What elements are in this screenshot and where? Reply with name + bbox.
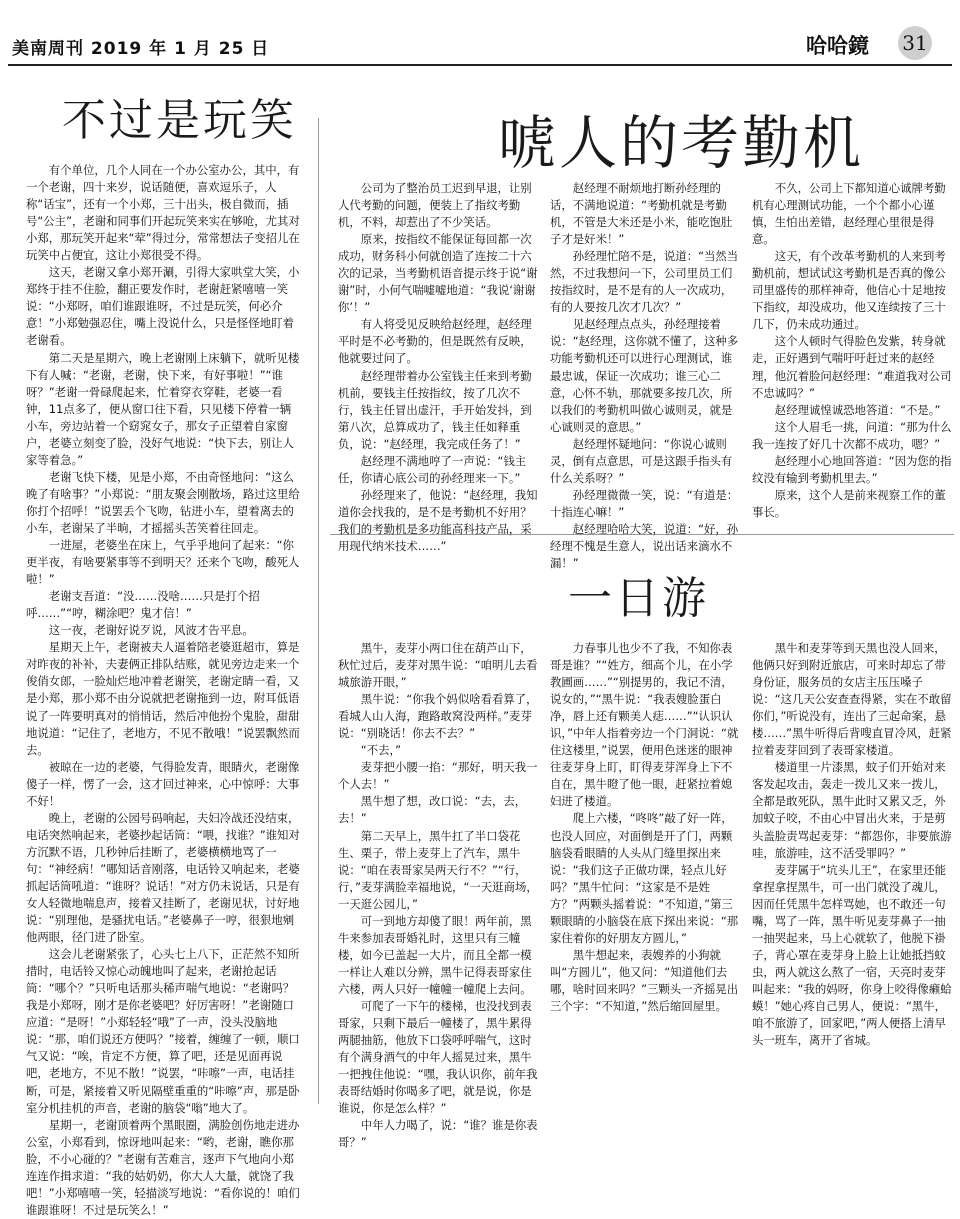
paragraph: 中年人力喝了，说：“谁？谁是你表哥？” bbox=[338, 1118, 538, 1150]
column-divider bbox=[318, 118, 319, 1104]
paragraph: 有人将受见反映给赵经理，赵经理平时是不必考勤的，但是既然有反映，他就要过问了。 bbox=[338, 317, 532, 366]
paragraph: 被晾在一边的老婆，气得脸发青，眼睛火，老谢像傻子一样，愣了一会，这才回过神来，心中惊呼：大事不好！ bbox=[26, 759, 300, 808]
article-title: 不过是玩笑 bbox=[62, 95, 297, 146]
paragraph: 赵经理不满地哼了一声说：“钱主任，你请心底公司的孙经理来一下。” bbox=[338, 453, 527, 485]
paragraph: 这会儿老谢紧张了，心头七上八下，正茫然不知所措时，电话铃又惊心动魄地叫了起来，老谢抢起话筒：“哪个？”只听电话那头稀声喘气地说：“老谢吗？我是小郑呀，刚才是你老婆吧？好厉害呀！”老谢随口应道：“是呀！”小郑轻轻“哦”了一声，没头没脑地说：“那，咱们说还方便吗？”接着，缠缠了一顿，顺口气又说：“唉，肯定不方便，算了吧，还是见面再说吧，老地方，不见不散！”说罢，“咔嚓”一声，电话挂断，可是，紧接着又听见隔壁重重的“咔嚓”声，那是卧室分机挂机的声音，老谢的脑袋“嗡”地大了。 bbox=[26, 947, 300, 1115]
paragraph: 星期一，老谢顶着两个黑眼圈，满脸创伤地走进办公室，小郑看到，惊讶地叫起来：“哟，老谢，瞧你那脸，不小心碰的？”老谢有苦难言，逐声下气地向小郑连连作揖求道：“我的姑奶奶，你大人大量，就饶了我吧！”小郑嘻嘻一笑，轻描淡写地说：“看你说的！咱们谁跟谁呀！不过是玩笑么！” bbox=[26, 1117, 300, 1217]
page-number-badge: 31 bbox=[898, 26, 932, 60]
paragraph: 不久，公司上下都知道心诚牌考勤机有心理测试功能，一个个都小心谨慎，生怕出差错，赵经理心里很是得意。 bbox=[752, 181, 946, 247]
paragraph: 赵经理带着办公室钱主任来到考勤机前，要钱主任按指纹，按了几次不行，钱主任冒出虚汗，手开始发抖，到第八次，总算成功了，钱主任如释重负，说：“赵经理，我完成任务了！” bbox=[338, 368, 532, 451]
header-rule bbox=[8, 64, 952, 66]
paragraph: 黑牛想了想，改口说：“去，去，去！” bbox=[338, 794, 527, 826]
paragraph: 黑牛说：“你我个妈似啥看看算了，看城人山人海，跑路敢窝没两样。”麦芽说：“别晓话！你去不去？” bbox=[338, 692, 538, 741]
paragraph: 黑牛想起来，表嫂养的小狗就叫“方圆儿”，他又问：“知道他们去哪，啥时回来吗？”三颗头一齐摇晃出三个字：“不知道，”然后缩回屋里。 bbox=[550, 947, 739, 1013]
paragraph: 这个人顿时气得脸色发紫，转身就走，正好遇到气喘吁吁赶过来的赵经理，他沉着脸问赵经理：“难道我对公司不忠诚吗？” bbox=[752, 334, 952, 400]
paragraph: 孙经理来了，他说：“赵经理，我知道你会找我的，是不是考勤机不好用？我们的考勤机是多功能高科技产品，采用现代纳米技术……” bbox=[338, 487, 538, 553]
article-body bbox=[338, 180, 538, 553]
paragraph: 黑牛和麦芽等到天黑也没人回来，他俩只好到附近旅店，可来时却忘了带身份证，服务员的女店主压压嗓子说：“这几天公安查查得紧，实在不敢留你们，”听说没有，连出了三起命案，悬楼……”黑牛听得后背嗖直冒冷风，赶紧拉着麦芽回到了表哥家楼道。 bbox=[752, 641, 952, 758]
paragraph: 这一夜，老谢好说歹说，风波才告平息。 bbox=[48, 623, 254, 638]
paragraph: 麦芽把小腰一掐：“那好，明天我一个人去！” bbox=[338, 760, 538, 792]
paragraph: 公司为了整治员工迟到早退，让别人代考勤的问题，便装上了指纹考勤机，不料，却惹出了不少笑话。 bbox=[338, 181, 532, 230]
paragraph: 楼道里一片漆黑，蚊子们开始对来客发起攻击，轰走一拨儿又来一拨儿，全都是敢死队，黑牛此时又累又乏，外加蚊子咬，不由心中冒出火来，于是剪头盖脸责骂起麦芽：“都怨你，非要旅游哇，旅游哇，这不活受罪吗？” bbox=[752, 760, 952, 860]
paragraph: 老谢支吾道：“没……没啥……只是打个招呼……”“哼，糊涂吧？鬼才信！” bbox=[26, 589, 260, 621]
paragraph: 有个单位，几个人同在一个办公室办公，其中，有一个老谢，四十来岁，说话随便，喜欢逗乐子，人称“话宝”，还有一个小郑，三十出头，极自微而，插号“公主”，老谢和同事们开起玩笑来实在够呛，尤其对小郑，那玩笑开起来“荤”得过分，常常想法子变招儿在玩笑中占便宜，这让小郑很受不得。 bbox=[26, 163, 300, 263]
paragraph: 赵经理不耐烦地打断孙经理的话，不满地说道：“考勤机就是考勤机，不管是大米还是小米，能吃饱肚子才是好米！” bbox=[550, 181, 733, 247]
paragraph: 赵经理诚惶诚恐地答道：“不是。” bbox=[774, 402, 941, 417]
paragraph: 这天，有个改革考勤机的人来到考勤机前，想试试这考勤机是否真的像公司里盛传的那样神奇，他信心十足地按下指纹，却没成功，他又连续按了三十几下，仍未成功通过。 bbox=[752, 249, 946, 332]
article-body bbox=[752, 640, 952, 1096]
paragraph: 这天，老谢又拿小郑开涮，引得大家哄堂大笑，小郑终于挂不住脸，翻正要发作时，老谢赶紧嘻嘻一笑说：“小郑呀，咱们谁跟谁呀，不过是玩笑，何必介意！”小郑勉强忍住，嘴上没说什么，只是怪怪地盯着老谢看。 bbox=[26, 265, 300, 348]
paragraph: 黑牛，麦芽小两口住在葫芦山下，秋忙过后，麦芽对黑牛说：“咱明儿去看城旅游开眼，” bbox=[338, 641, 538, 690]
paragraph: 孙经理忙陪不是，说道：“当然当然，不过我想问一下，公司里员工们按指纹时，是不是有的人一次成功，有的人要按几次才几次？” bbox=[550, 249, 739, 315]
article-body bbox=[26, 162, 300, 1217]
paragraph: 赵经理哈哈大笑，说道：“好，孙经理不愧是生意人，说出话来滴水不漏！” bbox=[550, 521, 739, 571]
article-body bbox=[338, 640, 538, 1150]
article-title: 一日游 bbox=[568, 573, 709, 624]
paragraph: 麦芽属于“坑头儿王”，在家里还能拿捏拿捏黑牛，可一出门就没了魂儿，因而任凭黑牛怎样骂她，也不敢还一句嘴，骂了一阵，黑牛听见麦芽鼻子一抽一抽哭起来，马上心就软了，他脱下褂子，背心罩在麦芽身上脸上让她抵挡蚊虫，两人就这么熬了一宿，天亮时麦芽叫起来：“我的妈呀，你身上咬得像癞蛤蟆！”她心疼自己男人，便说：“黑牛，咱不旅游了，回家吧，”两人便搭上清早头一班车，离开了省城。 bbox=[752, 862, 952, 1048]
section-name: 哈哈鏡 bbox=[806, 34, 869, 58]
paragraph: 一进屋，老婆坐在床上，气乎乎地问了起来：“你更半夜，有啥要紧事等不到明天？还来个飞吻，酸死人啦！” bbox=[26, 538, 300, 587]
article-body bbox=[752, 180, 952, 526]
paragraph: 见赵经理点点头，孙经理接着说：“赵经理，这你就不懂了，这种多功能考勤机还可以进行心理测试，谁最忠诚，保证一次成功；谁三心二意，心怀不轨，那就要多按几次，所以我们的考勤机叫做心诚则灵，就是心诚则灵的意思。” bbox=[550, 317, 739, 434]
paragraph: 孙经理微微一笑，说：“有道是：十指连心嘛！” bbox=[550, 487, 739, 519]
paragraph: 原来，这个人是前来视察工作的董事长。 bbox=[752, 487, 946, 519]
article-body bbox=[550, 640, 740, 1096]
paragraph: “不去，” bbox=[360, 743, 402, 758]
paragraph: 原来，按指纹不能保证每回都一次成功，财务科小何就创造了连按二十六次的记录，当考勤机语音提示终于说“谢谢”时，小何气喘嘘嘘地道：“我说‘谢谢你’！” bbox=[338, 232, 538, 315]
page-header bbox=[0, 0, 960, 60]
paragraph: 星期天上午，老谢被夫人逼着陪老婆逛超市，算是对昨夜的补补，夫妻俩正排队结账，就见旁边走来一个俊俏女郎，一脸灿烂地冲着老谢笑，老谢定睛一看，又是小郑，那小郑不由分说就把老谢拖到一边，附耳低语说了一阵要明真对的悄悄话，然后冲他扮个鬼脸，甜甜地说道：“记住了，老地方，不见不散哦！”说罢飘然而去。 bbox=[26, 640, 300, 757]
paragraph: 赵经理小心地回答道：“因为您的指纹没有输到考勤机里去。” bbox=[752, 453, 952, 485]
paragraph: 晚上，老谢的公园号码响起，夫妇冷战还没结束，电话突然响起来，老婆抄起话筒：“喂，找谁？”谁知对方沉默不语，几秒钟后挂断了，老婆横横地骂了一句：“神经病！”哪知话音刚落，电话铃又响起来，老婆抓起话筒吼道：“谁呀？说话！”对方仍未说话，只是有女人轻微地喘息声，接着又挂断了，老谢见状，讨好地说：“别理他，是骚扰电话。”老婆鼻子一哼，很狠地剜他两眼，径门进了卧室。 bbox=[26, 810, 300, 945]
paragraph: 可一到地方却傻了眼！两年前，黑牛来参加表哥婚礼时，这里只有三幢楼，如今已盖起一大片，而且全都一模一样让人难以分辨，黑牛记得表哥家住六楼，两人只好一幢幢一幢爬上去问。 bbox=[338, 913, 532, 996]
article-title: 唬人的考勤机 bbox=[498, 109, 865, 177]
paragraph: 老谢飞快下楼，见是小郑，不由奇怪地问：“这么晚了有啥事？”小郑说：“朋友聚会刚散场，路过这里给你打个招呼！”说罢丢个飞吻，钻进小车，望着离去的小车，老谢呆了半晌，才摇摇头苦笑着往回走。 bbox=[26, 469, 300, 535]
paragraph: 这个人眉毛一挑，问道：“那为什么我一连按了好几十次都不成功，嗯？” bbox=[752, 419, 952, 451]
paragraph: 力春事儿也少不了我，不知你表哥是谁？”“姓方，细高个儿，在小学教圃画……”“别提男的，我记不清，说女的，”“黑牛说：“我表嫂脸蛋白净，唇上还有颗美人痣……”“认识认识，”中年人指着旁边一个门洞说：“就住这楼里，”说罢，便用色迷迷的眼神往麦芽身上盯，盯得麦芽浑身上下不自在，黑牛瞪了他一眼，赶紧拉着媳妇进了楼道。 bbox=[550, 641, 739, 809]
paragraph: 爬上六楼，“咚咚”敲了好一阵，也没人回应，对面倒是开了门，两颗脑袋看眼睛的人头从门缝里探出来说：“我们这子正做功课，轻点儿好吗？”黑牛忙问：“这家是不是姓方？”两颗头摇着说：“不知道，”第三颗眼睛的小脑袋在底下探出来说：“那家住着你的好朋友方圆儿，” bbox=[550, 811, 739, 945]
article-body bbox=[550, 180, 740, 571]
paragraph: 可爬了一下午的楼梯，也没找到表哥家，只剩下最后一幢楼了，黑牛累得两腿抽筋，他放下口袋呼呼喘气，这时有个满身酒气的中年人摇晃过来，黑牛一把拽住他说：“嘿，我认识你，前年我表哥结婚时你喝多了吧，就是说，你是谁说，你是怎么样？” bbox=[338, 998, 538, 1116]
paragraph: 赵经理怀疑地问：“你说心诚则灵，倒有点意思，可是这跟手指头有什么关系呀？” bbox=[550, 436, 733, 485]
paragraph: 第二天是星期六，晚上老谢刚上床躺下，就听见楼下有人喊：“老谢，老谢，快下来，有好事啦！”“谁呀？”老谢一骨碌爬起来，忙着穿衣穿鞋，老婆一看钟，11点多了，便从窗口往下看，只见楼下停着一辆小车，旁边站着一个窈窕女子，那女子正望着自家窗户，老婆立刻变了脸，没好气地说：“快下去，别让人家等着急。” bbox=[26, 350, 300, 467]
publication-date: 美南周刊 2019 年 1 月 25 日 bbox=[12, 39, 270, 59]
paragraph: 第二天早上，黑牛扛了半口袋花生、栗子，带上麦芽上了汽车，黑牛说：“咱在表哥家吴两天行不？”“行，行，”麦芽满脸幸福地说，“一天逛商场，一天逛公园儿，” bbox=[338, 828, 538, 911]
